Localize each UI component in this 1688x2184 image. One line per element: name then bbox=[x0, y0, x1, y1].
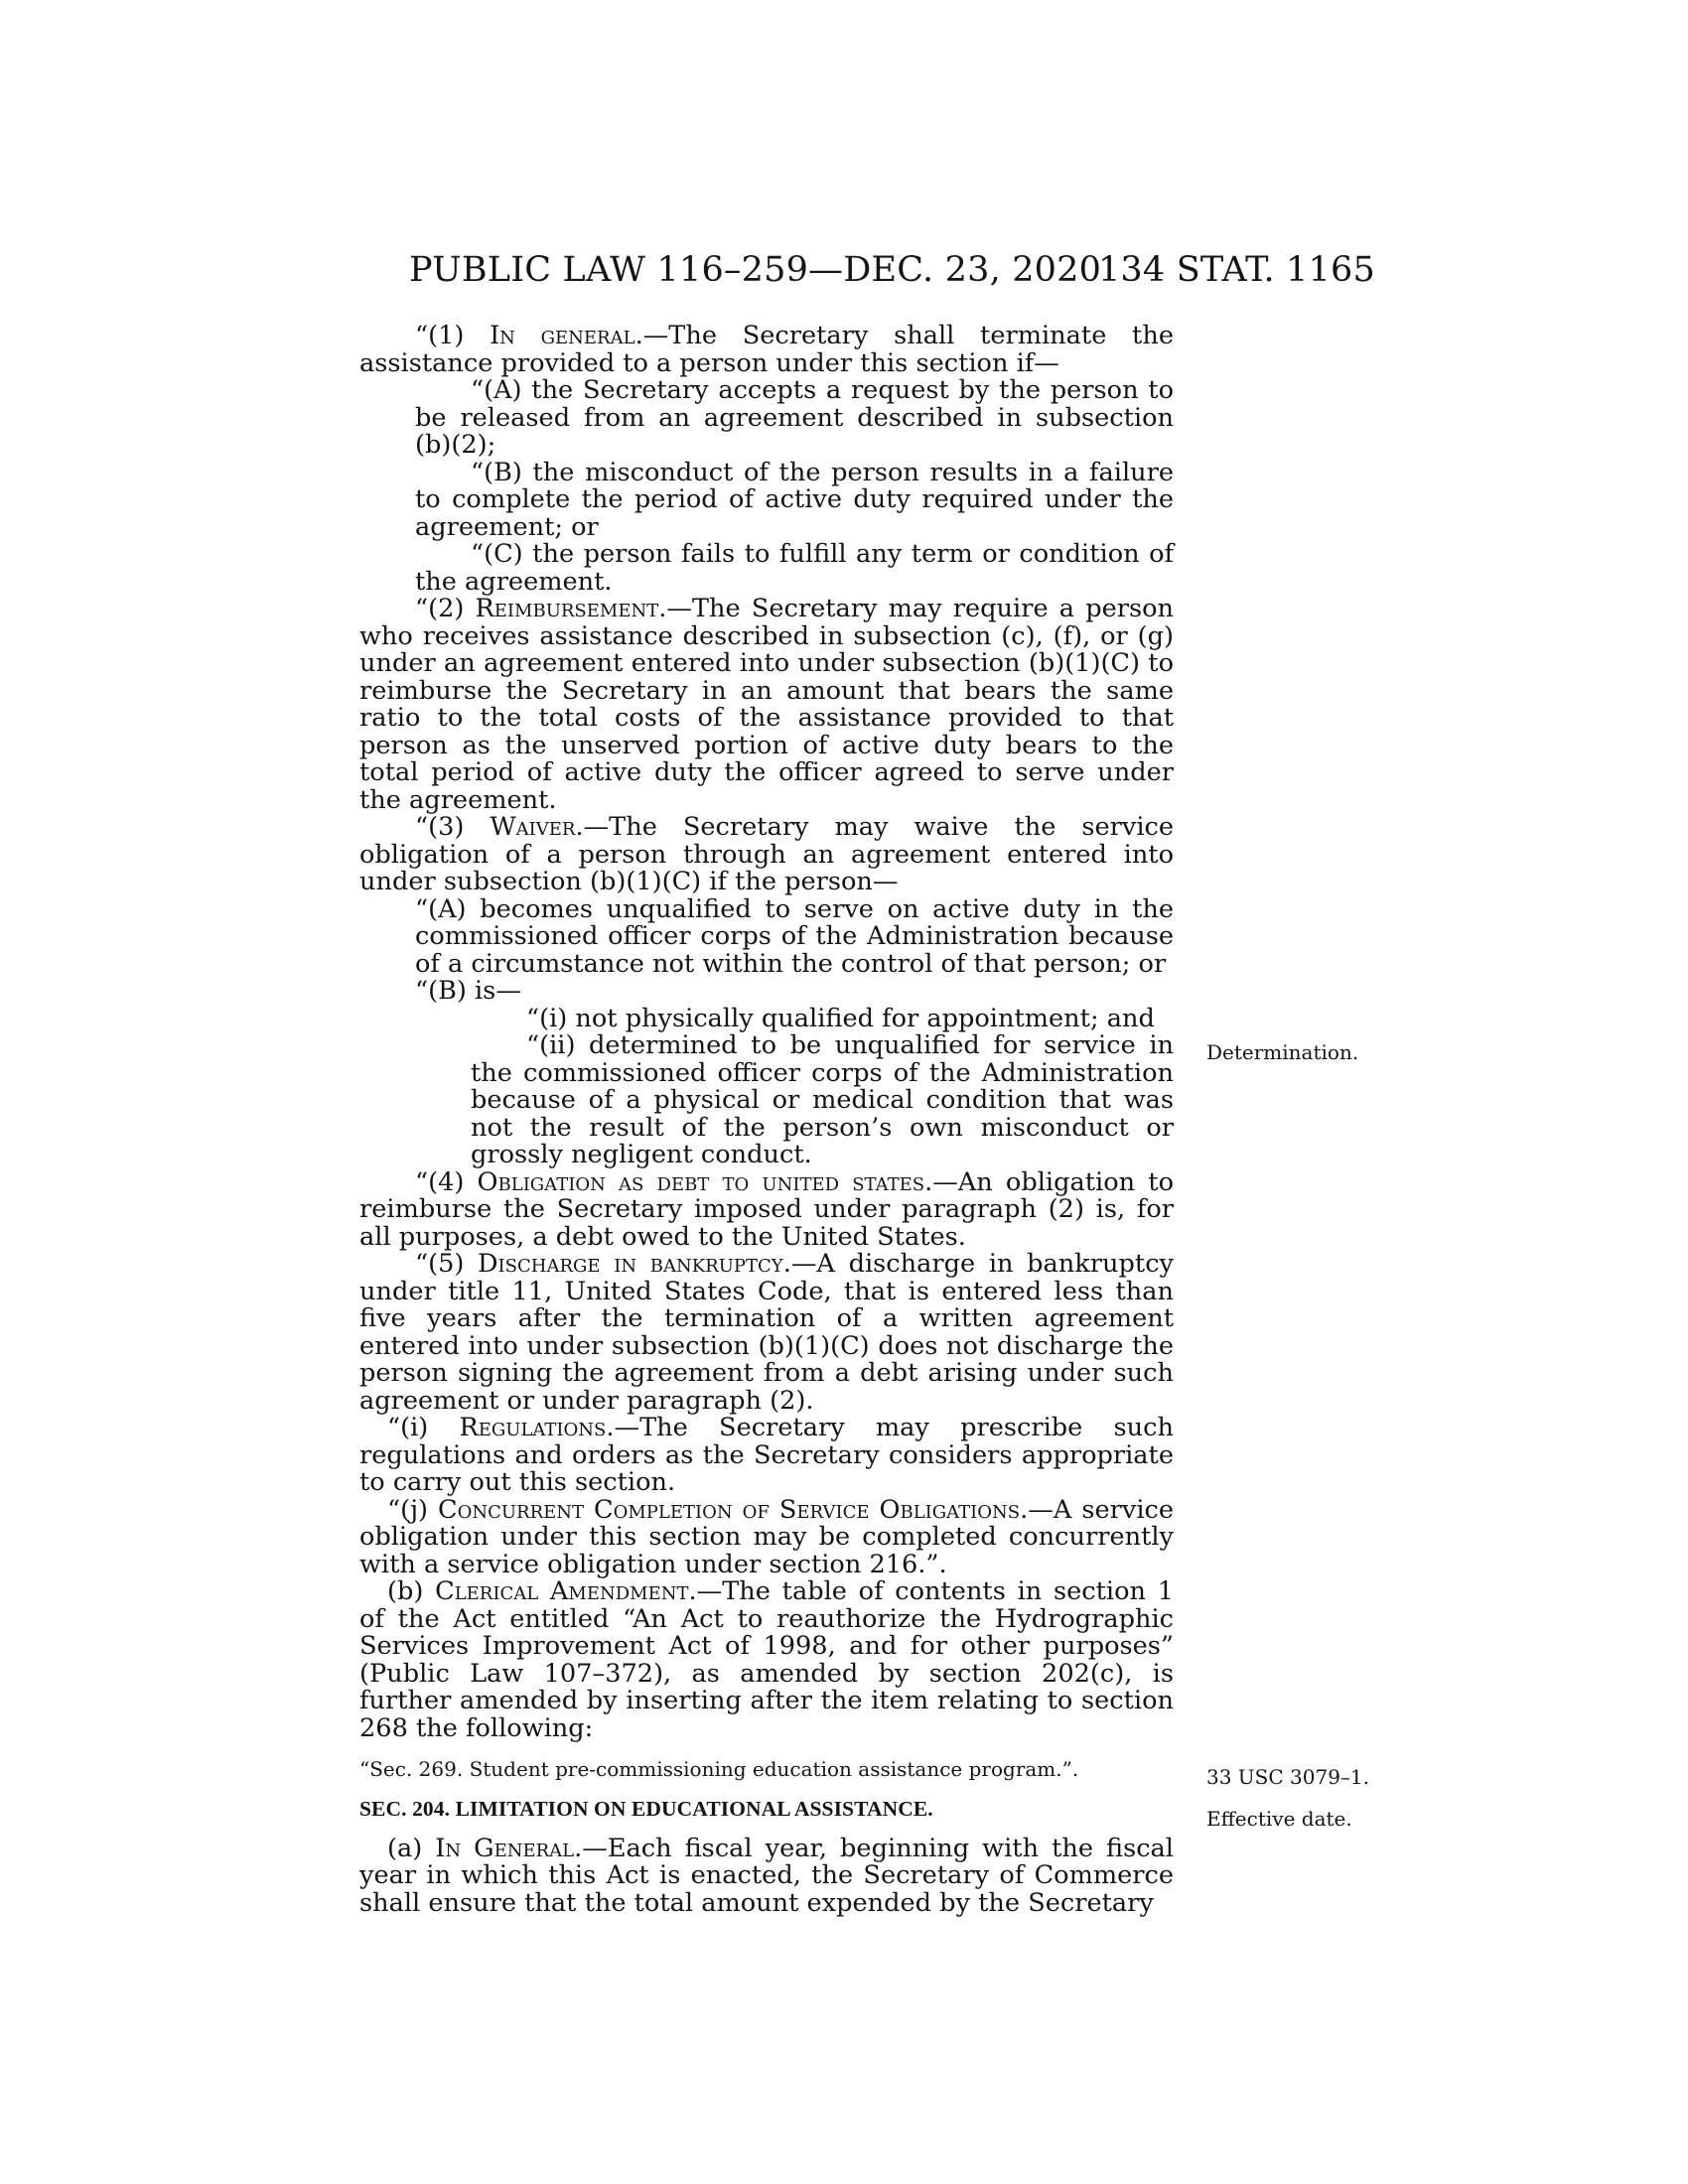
paragraph-heading: Concurrent Completion of Service Obligations bbox=[438, 1494, 1021, 1525]
running-header-left: PUBLIC LAW 116–259—DEC. 23, 2020 bbox=[409, 250, 1102, 290]
paragraph-heading: In General bbox=[435, 1833, 575, 1863]
paragraph-heading: Obligation as debt to united states bbox=[477, 1166, 925, 1197]
paragraph-2-reimbursement: “(2) Reimbursement.—The Secretary may require a person who receives assistance described in subsection (c), (f), or (g) under an agreement entered into under subsection (b)(1)(C) to reimburse the Secretary in an amount that bears the same ratio to the total costs of the assistance provided to that person as the unserved portion of active duty bears to the total period of active duty the officer agreed to serve under the agreement. bbox=[359, 594, 1174, 815]
section-heading: SEC. 204. LIMITATION ON EDUCATIONAL ASSISTANCE. bbox=[359, 1797, 933, 1821]
table-of-contents-entry: “Sec. 269. Student pre-commissioning education assistance program.”. bbox=[359, 1757, 1079, 1781]
margin-note-effective-date: Effective date. bbox=[1206, 1807, 1352, 1831]
waiver-clause-b: “(B) is— bbox=[415, 976, 521, 1006]
clause-b: “(B) the misconduct of the person results in a failure to complete the period of active duty required under the agreement; or bbox=[415, 457, 1174, 542]
statute-body bbox=[359, 323, 1174, 1917]
paragraph-heading: Clerical Amendment bbox=[435, 1576, 689, 1606]
subsection-a-in-general: (a) In General.—Each fiscal year, beginning with the fiscal year in which this Act is enacted, the Secretary of Commerce shall ensure that the total amount expended by the Secretary bbox=[359, 1833, 1174, 1918]
subclause-ii: “(ii) determined to be unqualified for service in the commissioned officer corps of the Administration because of a physical or medical condition that was not the result of the person’s own misconduct or grossly negligent conduct. bbox=[471, 1030, 1174, 1169]
margin-note-determination: Determination. bbox=[1206, 1040, 1359, 1064]
subsection-i-regulations: “(i) Regulations.—The Secretary may prescribe such regulations and orders as the Secretary considers appropriate to carry out this section. bbox=[359, 1413, 1174, 1497]
page-number: 134 STAT. 1165 bbox=[1097, 250, 1375, 290]
paragraph-3-waiver: “(3) Waiver.—The Secretary may waive the service obligation of a person through an agreement entered into under subsection (b)(1)(C) if the person— bbox=[359, 812, 1174, 896]
paragraph-4-obligation-as-debt: “(4) Obligation as debt to united states.—An obligation to reimburse the Secretary imposed under paragraph (2) is, for all purposes, a debt owed to the United States. bbox=[359, 1166, 1174, 1252]
paragraph-heading: Waiver bbox=[490, 812, 576, 842]
paragraph-5-discharge-in-bankruptcy: “(5) Discharge in bankruptcy.—A discharge in bankruptcy under title 11, United States Code, that is entered less than five years after the termination of a written agreement entered into under subsection (b)(1)(C) does not discharge the person signing the agreement from a debt arising under such agreement or under paragraph (2). bbox=[359, 1249, 1174, 1416]
subsection-b-clerical-amendment: (b) Clerical Amendment.—The table of contents in section 1 of the Act entitled “An Act to reauthorize the Hydrographic Services Improvement Act of 1998, and for other purposes” (Public Law 107–372), as amended by section 202(c), is further amended by inserting after the item relating to section 268 the following: bbox=[359, 1576, 1175, 1743]
paragraph-heading: Regulations bbox=[459, 1413, 607, 1442]
paragraph-heading: In general bbox=[490, 321, 635, 350]
paragraph-heading: Discharge in bankruptcy bbox=[478, 1249, 783, 1279]
clause-c: “(C) the person fails to fulfill any term or condition of the agreement. bbox=[415, 539, 1174, 597]
waiver-clause-a: “(A) becomes unqualified to serve on active duty in the commissioned officer corps of the Administration because of a circumstance not within the control of that person; or bbox=[415, 893, 1174, 979]
paragraph-1-in-general: “(1) In general.—The Secretary shall terminate the assistance provided to a person under this section if— bbox=[359, 321, 1174, 378]
subsection-j-concurrent-completion: “(j) Concurrent Completion of Service Obligations.—A service obligation under this section may be completed concurrently with a service obligation under section 216.”. bbox=[359, 1494, 1174, 1579]
paragraph-heading: Reimbursement bbox=[475, 594, 659, 623]
clause-a: “(A) the Secretary accepts a request by the person to be released from an agreement described in subsection (b)(2); bbox=[415, 375, 1174, 460]
margin-note-usc-citation: 33 USC 3079–1. bbox=[1206, 1765, 1370, 1789]
subclause-i: “(i) not physically qualified for appointment; and bbox=[526, 1003, 1155, 1033]
